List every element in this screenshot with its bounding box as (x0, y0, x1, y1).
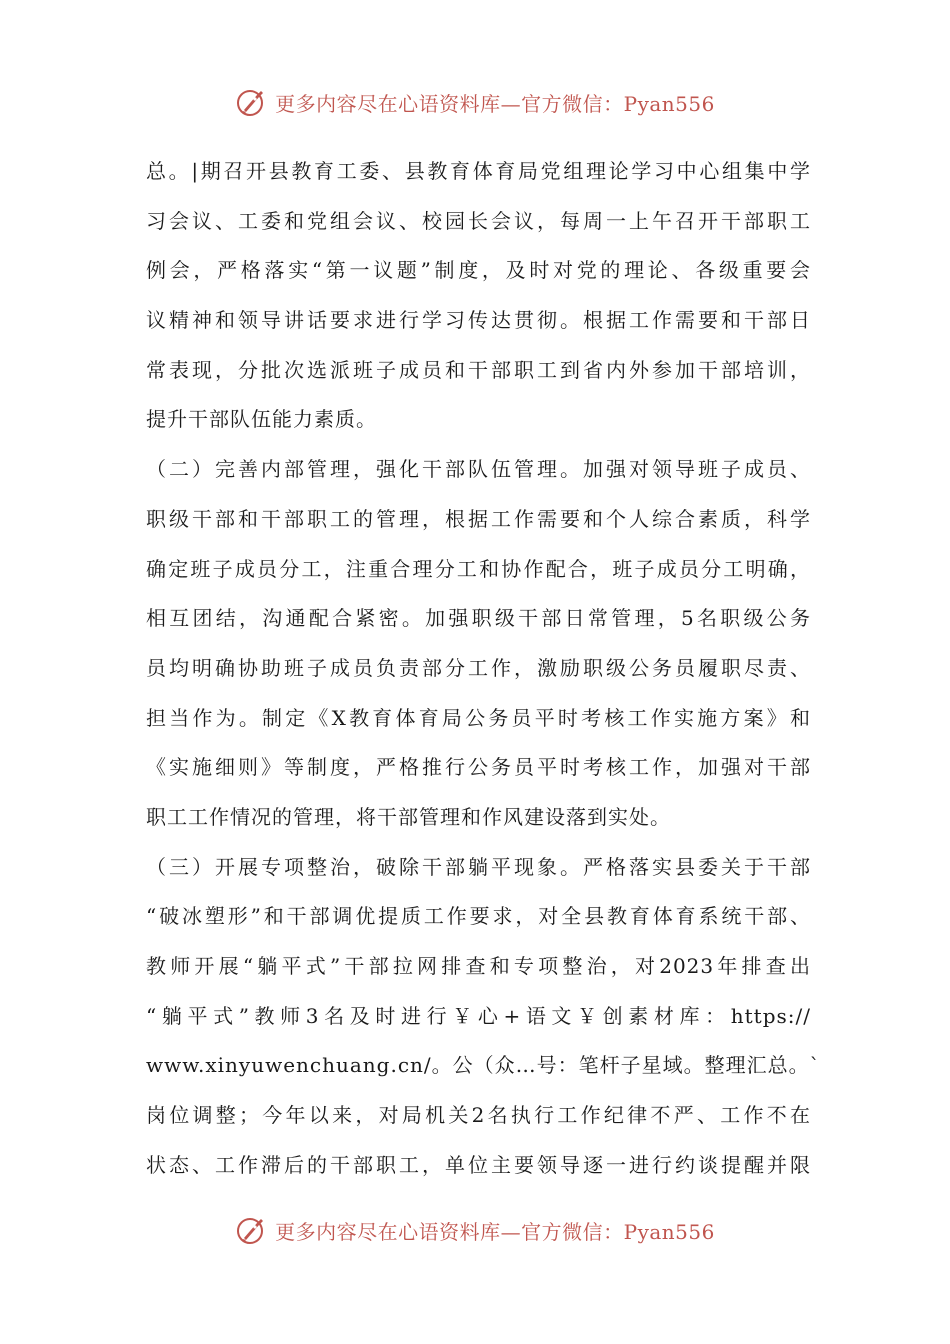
text-line: （二）完善内部管理，强化干部队伍管理。加强对领导班子成员、 (146, 457, 811, 482)
watermark-text: 更多内容尽在心语资料库—官方微信：Pyan556 (275, 1219, 715, 1244)
text-line: “破冰塑形”和干部调优提质工作要求，对全县教育体育系统干部、 (146, 904, 811, 929)
text-line: 议精神和领导讲话要求进行学习传达贯彻。根据工作需要和干部日 (146, 308, 811, 333)
text-line: 相互团结，沟通配合紧密。加强职级干部日常管理，5名职级公务 (146, 606, 811, 631)
text-line: 职工工作情况的管理，将干部管理和作风建设落到实处。 (146, 804, 671, 829)
watermark-text: 更多内容尽在心语资料库—官方微信：Pyan556 (275, 91, 715, 116)
text-line: 岗位调整；今年以来，对局机关2名执行工作纪律不严、工作不在 (146, 1103, 811, 1128)
pen-nib-logo-icon (235, 85, 269, 119)
text-line: 习会议、工委和党组会议、校园长会议，每周一上午召开干部职工 (146, 208, 811, 233)
text-line: 常表现，分批次选派班子成员和干部职工到省内外参加干部培训， (146, 357, 811, 382)
text-line: 提升干部队伍能力素质。 (146, 407, 377, 432)
text-line: 总。|期召开县教育工委、县教育体育局党组理论学习中心组集中学 (146, 159, 811, 183)
text-line: 例会，严格落实“第一议题”制度，及时对党的理论、各级重要会 (146, 258, 811, 283)
footer-watermark-banner (0, 1210, 950, 1250)
text-line: （三）开展专项整治，破除干部躺平现象。严格落实县委关于干部 (146, 854, 811, 879)
document-body (146, 147, 821, 1190)
text-line: 职级干部和干部职工的管理，根据工作需要和个人综合素质，科学 (146, 506, 811, 531)
text-line: 确定班子成员分工，注重合理分工和协作配合，班子成员分工明确， (146, 556, 811, 581)
text-line: “躺平式”教师3名及时进行￥心+语文￥创素材库：https:// (146, 1003, 811, 1028)
pen-nib-logo-icon (235, 1213, 269, 1247)
text-line: 教师开展“躺平式”干部拉网排查和专项整治，对2023年排查出 (146, 954, 811, 978)
text-line: 员均明确协助班子成员负责部分工作，激励职级公务员履职尽责、 (146, 655, 811, 680)
header-watermark-banner (0, 82, 950, 122)
text-line: 状态、工作滞后的干部职工，单位主要领导逐一进行约谈提醒并限 (146, 1152, 811, 1177)
text-line: 《实施细则》等制度，严格推行公务员平时考核工作，加强对干部 (146, 755, 811, 780)
text-line: 担当作为。制定《X教育体育局公务员平时考核工作实施方案》和 (146, 705, 811, 730)
text-line: www.xinyuwenchuang.cn/。公（众…号：笔杆子星域。整理汇总。` (146, 1053, 821, 1078)
